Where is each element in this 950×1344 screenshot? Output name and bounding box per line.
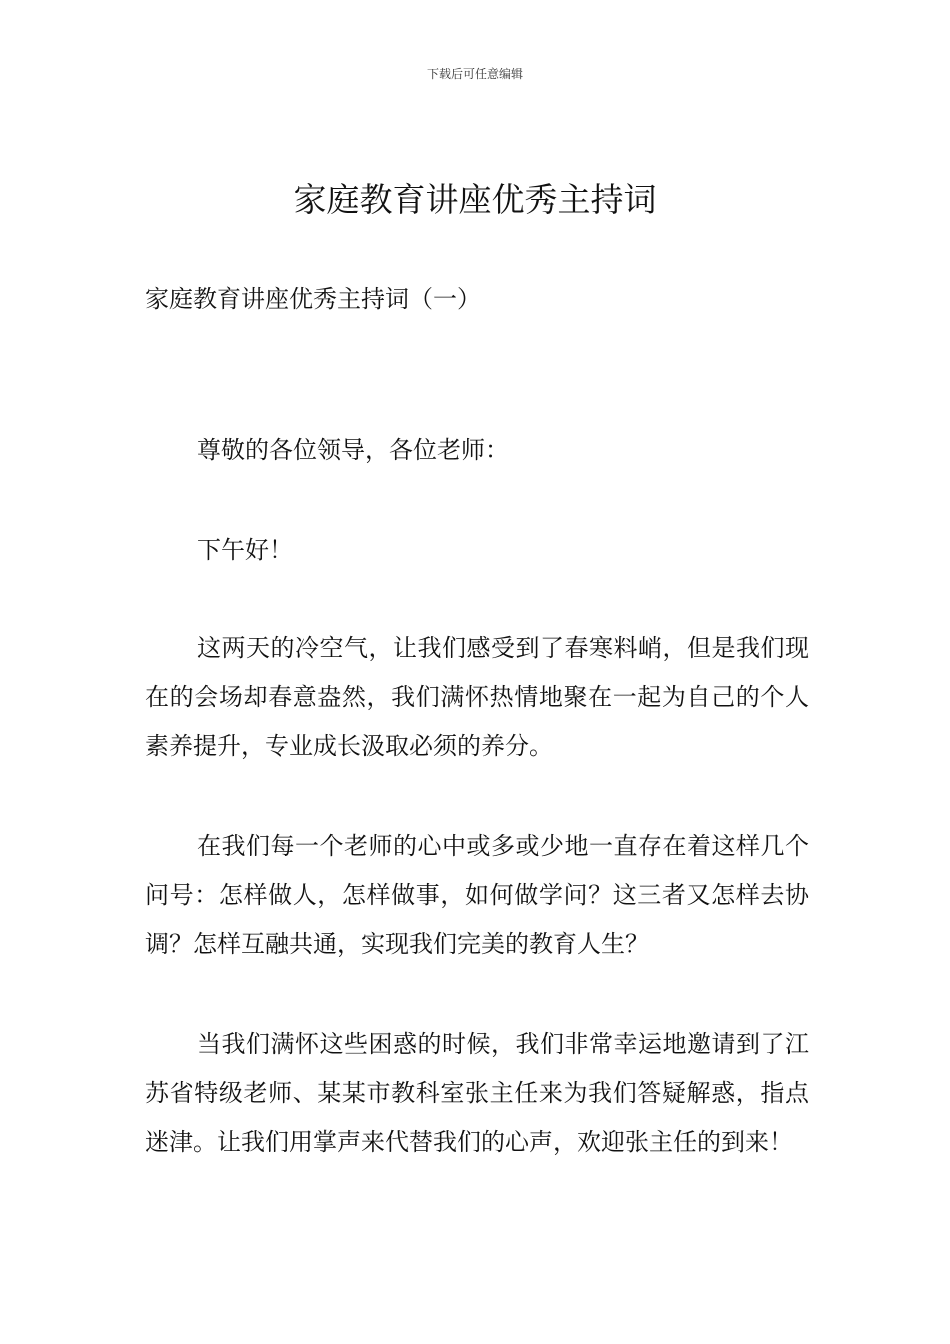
document-title: 家庭教育讲座优秀主持词	[293, 180, 657, 219]
paragraph-greeting: 尊敬的各位领导，各位老师：	[197, 436, 509, 464]
paragraph-body-3: 当我们满怀这些困惑的时候，我们非常幸运地邀请到了江苏省特级老师、某某市教科室张主任来为我们答疑解惑，指点迷津。让我们用掌声来代替我们的心声，欢迎张主任的到来！	[145, 1030, 809, 1156]
paragraph-body-1: 这两天的冷空气，让我们感受到了春寒料峭，但是我们现在的会场却春意盎然，我们满怀热情地聚在一起为自己的个人素养提升，专业成长汲取必须的养分。	[145, 634, 809, 760]
paragraph-good-afternoon: 下午好！	[197, 536, 293, 564]
header-note: 下载后可任意编辑	[426, 67, 523, 81]
paragraph-body-2: 在我们每一个老师的心中或多或少地一直存在着这样几个问号：怎样做人，怎样做事，如何做学问？这三者又怎样去协调？怎样互融共通，实现我们完美的教育人生？	[145, 832, 809, 958]
document-subtitle: 家庭教育讲座优秀主持词（一）	[145, 285, 481, 313]
